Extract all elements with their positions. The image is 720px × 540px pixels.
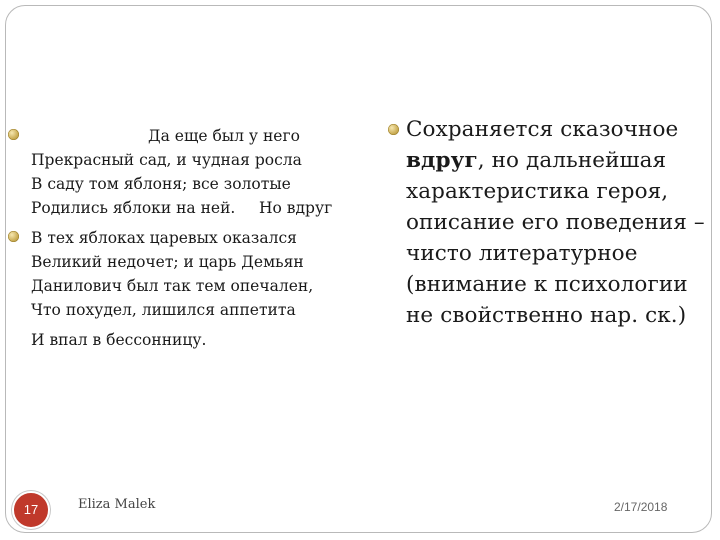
poem-line: Родились яблоки на ней. [31, 199, 236, 217]
poem-line: В тех яблоках царевых оказался [31, 229, 297, 247]
commentary-line: чисто литературное [406, 241, 638, 266]
commentary-line: (внимание к психологии [406, 272, 688, 297]
footer-date: 2/17/2018 [614, 500, 668, 514]
bullet-icon [388, 124, 399, 135]
poem-line: Прекрасный сад, и чудная росла [31, 151, 302, 169]
poem-line: Великий недочет; и царь Демьян [31, 253, 304, 271]
page-number-badge: 17 [12, 491, 50, 529]
commentary-line [406, 145, 666, 176]
poem-line: Да еще был у него [148, 127, 300, 145]
bullet-icon [8, 231, 19, 242]
commentary-line: описание его поведения – [406, 210, 705, 235]
poem-line: И впал в бессонницу. [31, 331, 207, 349]
poem-line: Данилович был так тем опечален, [31, 277, 314, 295]
commentary-line: характеристика героя, [406, 179, 669, 204]
bullet-icon [8, 129, 19, 140]
commentary-line: Сохраняется сказочное [406, 117, 679, 142]
poem-line: Но вдруг [259, 199, 333, 217]
commentary-line: не свойственно нар. ск.) [406, 303, 687, 328]
commentary-line-rest: , но дальнейшая [477, 148, 667, 173]
poem-line: Что похудел, лишился аппетита [31, 301, 296, 319]
footer-author: Eliza Malek [78, 497, 156, 512]
poem-line: В саду том яблоня; все золотые [31, 175, 291, 193]
highlight-word: вдруг [406, 148, 478, 173]
